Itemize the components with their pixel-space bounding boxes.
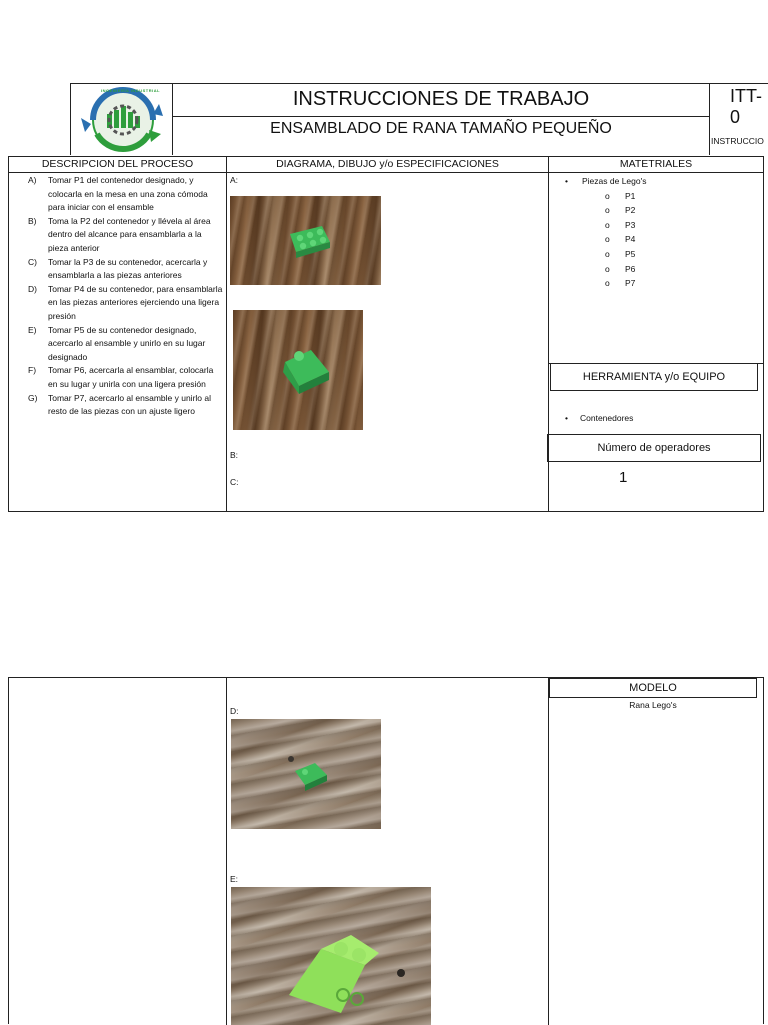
diagram-label-c: C: <box>230 477 239 487</box>
model-value: Rana Lego's <box>629 700 677 710</box>
diagram-column-2 <box>227 678 549 1025</box>
col-header-process: DESCRIPCION DEL PROCESO <box>9 157 227 173</box>
list-item: o P1 <box>605 190 636 201</box>
logo-arc-text: INGENIERÍA INDUSTRIAL <box>101 88 161 93</box>
list-item: G) Tomar P7, acercarlo al ensamble y unirlo al resto de las piezas con un ajuste ligero <box>28 392 211 417</box>
diagram-label-a: A: <box>230 175 239 185</box>
operators-count: 1 <box>619 469 628 486</box>
subtitle-cell <box>173 116 709 155</box>
process-column-2 <box>9 678 227 1025</box>
photo-step-e <box>231 887 431 1025</box>
col-header-materials: MATETRIALES <box>549 157 763 173</box>
diagram-label-b: B: <box>230 450 239 460</box>
list-item: F) Tomar P6, acercarla al ensamblar, colocarla en su lugar y unirla con una ligera presión <box>28 365 214 389</box>
header <box>70 83 768 155</box>
logo-icon <box>71 84 174 156</box>
photo-step-a <box>230 196 381 285</box>
list-item: E) Tomar P5 de su contenedor designado, acercarlo al ensamble y unirlo en su lugar designado <box>28 324 206 362</box>
list-item: A) Tomar P1 del contenedor designado, y colocarla en la mesa en una zona cómoda para iniciar con el ensamble <box>28 175 208 213</box>
tools-list: • Contenedores <box>565 413 634 423</box>
diagram-label-d: D: <box>230 706 239 716</box>
process-steps <box>28 174 224 419</box>
list-item: D) Tomar P4 de su contenedor, para ensamblarla en las piezas anteriores ejerciendo una ligera presión <box>28 283 223 321</box>
list-item: B) Toma la P2 del contenedor y llévela al área dentro del alcance para ensamblarla a la pieza anterior <box>28 215 211 253</box>
photo-step-d <box>231 719 381 829</box>
list-item: o P4 <box>605 234 636 245</box>
title-cell <box>173 83 709 116</box>
logo-cell <box>70 83 173 155</box>
tools-title-box: HERRAMIENTA y/o EQUIPO <box>550 363 758 391</box>
code-cell <box>709 83 768 155</box>
col-header-diagram: DIAGRAMA, DIBUJO y/o ESPECIFICACIONES <box>227 157 549 173</box>
list-item: C) Tomar la P3 de su contenedor, acercarla y ensamblarla a las piezas anteriores <box>28 256 208 281</box>
materials-list <box>565 174 755 291</box>
diagram-column <box>227 173 549 511</box>
list-item: o P3 <box>605 219 636 230</box>
diagram-label-e: E: <box>230 874 239 884</box>
list-item: Contenedores <box>579 413 634 423</box>
list-item: • Piezas de Lego's <box>565 176 647 186</box>
continuation-table <box>8 677 764 1024</box>
photo-step-b <box>233 310 363 430</box>
list-item: o P2 <box>605 205 636 216</box>
operators-title-box: Número de operadores <box>547 434 761 462</box>
model-column <box>549 678 763 1025</box>
list-item: o P7 <box>605 278 636 289</box>
instruction-table <box>8 156 764 512</box>
materials-parts <box>605 189 755 291</box>
document-code: ITT-0 <box>730 86 762 127</box>
list-item: o P6 <box>605 263 636 274</box>
list-item: o P5 <box>605 248 636 259</box>
process-column <box>9 173 227 511</box>
page-title: INSTRUCCIONES DE TRABAJO <box>292 88 590 110</box>
materials-column <box>549 173 763 511</box>
page-subtitle: ENSAMBLADO DE RANA TAMAÑO PEQUEÑO <box>270 120 612 137</box>
model-title-box: MODELO <box>549 678 757 698</box>
document-code-sub: INSTRUCCIO <box>711 136 764 146</box>
